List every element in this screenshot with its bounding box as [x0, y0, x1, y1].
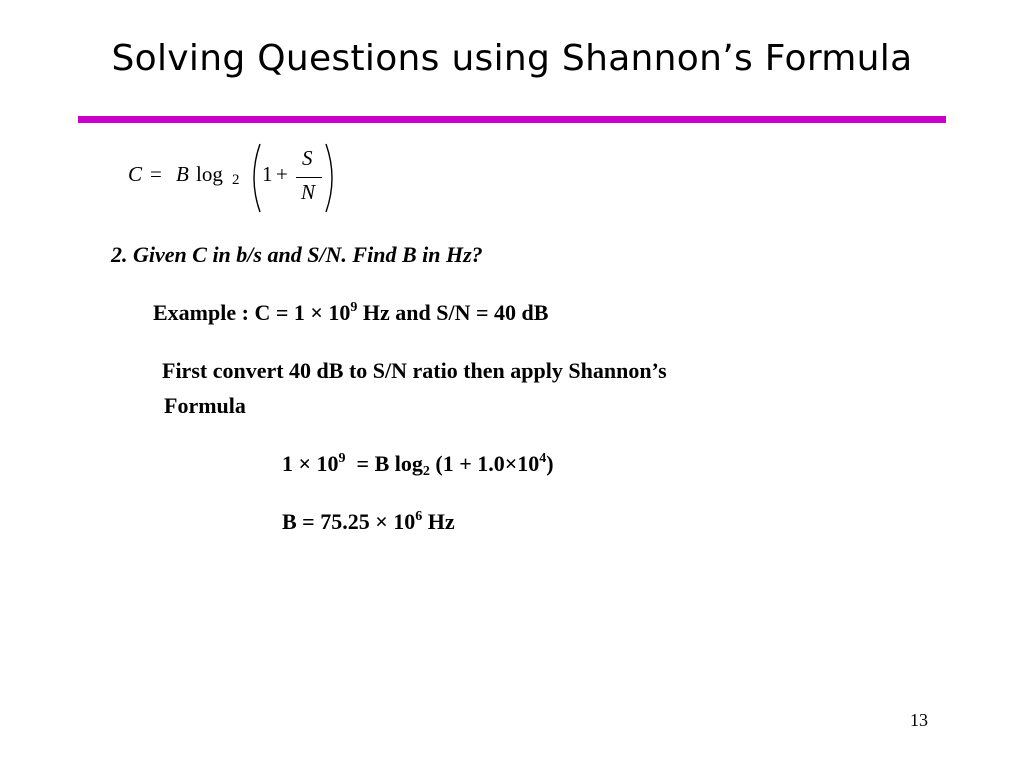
- formula-log: log: [196, 162, 223, 186]
- question-text: 2. Given C in b/s and S/N. Find B in Hz?: [111, 242, 483, 267]
- equation-lhs: 1 × 10: [282, 451, 339, 476]
- equation-rhs-exponent: 4: [539, 451, 547, 466]
- equation-lhs-exponent: 9: [338, 451, 346, 466]
- page-number: 13: [910, 710, 928, 730]
- title-divider: [78, 116, 946, 123]
- formula-noise: N: [301, 180, 316, 204]
- formula-log-base: 2: [232, 172, 240, 188]
- result-suffix: Hz: [422, 509, 455, 534]
- formula-equals: =: [150, 162, 162, 186]
- example-prefix: Example : C = 1 × 10: [153, 300, 351, 325]
- explanation-line-1: First convert 40 dB to S/N ratio then apply Shannon’s: [162, 358, 667, 383]
- example-line: [153, 300, 548, 326]
- equation-close: ): [546, 451, 554, 476]
- explanation-line-2: Formula: [164, 393, 246, 418]
- example-exponent: 9: [350, 300, 358, 315]
- result-exponent: 6: [415, 509, 423, 524]
- result-prefix: B = 75.25 × 10: [282, 509, 416, 534]
- equation-mid: = B log: [345, 451, 423, 476]
- formula-signal: S: [302, 146, 313, 170]
- formula-one: 1: [262, 162, 273, 186]
- equation-rhs: (1 + 1.0×10: [429, 451, 540, 476]
- shannon-formula: [128, 142, 348, 212]
- formula-plus: +: [276, 162, 288, 186]
- result-line: [282, 509, 455, 535]
- equation-line: [282, 451, 554, 477]
- formula-right-paren: [324, 142, 340, 214]
- formula-left-paren: [246, 142, 262, 214]
- formula-fraction-bar: [296, 177, 322, 178]
- formula-capacity: C: [128, 162, 143, 186]
- formula-bandwidth: B: [176, 162, 189, 186]
- equation-log-base: 2: [422, 464, 430, 479]
- example-suffix: Hz and S/N = 40 dB: [357, 300, 549, 325]
- page-title: Solving Questions using Shannon’s Formula: [111, 38, 913, 79]
